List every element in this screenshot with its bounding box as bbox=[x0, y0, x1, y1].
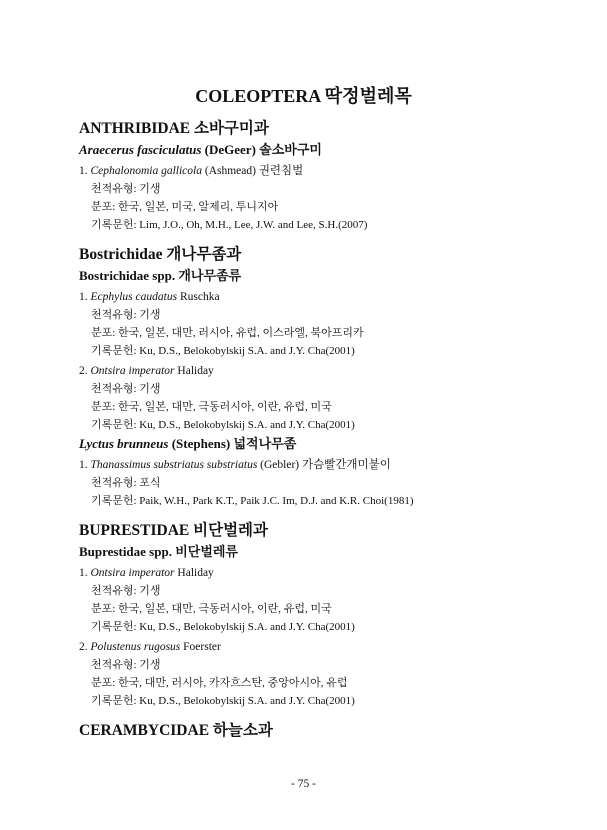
entry-number: 1. bbox=[79, 291, 88, 303]
entry-scientific-name: Ontsira imperator bbox=[90, 365, 175, 377]
entry-head bbox=[79, 288, 569, 306]
reference: 기록문헌: Ku, D.S., Belokobylskij S.A. and J.Y. Cha(2001) bbox=[91, 345, 355, 357]
page-number: - 75 - bbox=[291, 778, 316, 790]
species-heading bbox=[79, 266, 569, 286]
entry-scientific-name: Ecphylus caudatus bbox=[90, 291, 178, 303]
species-scientific-name: Araecerus fasciculatus bbox=[79, 142, 202, 157]
content bbox=[79, 118, 569, 742]
distribution: 분포: 한국, 일본, 대만, 극동러시아, 이란, 유럽, 미국 bbox=[91, 401, 332, 413]
species-heading bbox=[79, 434, 569, 454]
family-heading: BUPRESTIDAE 비단벌레과 bbox=[79, 522, 268, 539]
entry-rest: Haliday bbox=[174, 567, 214, 579]
enemy-type: 천적유형: 기생 bbox=[91, 585, 161, 597]
species-rest: (DeGeer) 솔소바구미 bbox=[201, 142, 322, 157]
entry-rest: Haliday bbox=[174, 365, 214, 377]
entry-number: 1. bbox=[79, 459, 88, 471]
entry-head bbox=[79, 564, 569, 582]
enemy-type: 천적유형: 기생 bbox=[91, 383, 161, 395]
enemy-type: 천적유형: 기생 bbox=[91, 183, 161, 195]
species-scientific-name: Lyctus brunneus bbox=[79, 436, 169, 451]
species-heading bbox=[79, 140, 569, 160]
entry-rest: Ruschka bbox=[177, 291, 220, 303]
entry-rest: Foerster bbox=[180, 641, 221, 653]
entry-scientific-name: Polustenus rugosus bbox=[90, 641, 181, 653]
reference: 기록문헌: Ku, D.S., Belokobylskij S.A. and J.Y. Cha(2001) bbox=[91, 621, 355, 633]
species-rest: Bostrichidae spp. 개나무좀류 bbox=[79, 268, 242, 283]
enemy-type: 천적유형: 기생 bbox=[91, 309, 161, 321]
enemy-type: 천적유형: 기생 bbox=[91, 659, 161, 671]
distribution: 분포: 한국, 일본, 미국, 알제리, 투니지아 bbox=[91, 201, 279, 213]
entry-rest: (Ashmead) 권련침벌 bbox=[201, 165, 304, 177]
family-heading: ANTHRIBIDAE 소바구미과 bbox=[79, 120, 269, 137]
entry-number: 1. bbox=[79, 165, 88, 177]
reference: 기록문헌: Lim, J.O., Oh, M.H., Lee, J.W. and Lee, S.H.(2007) bbox=[91, 219, 368, 231]
entry-number: 2. bbox=[79, 641, 88, 653]
entry-number: 1. bbox=[79, 567, 88, 579]
entry-head bbox=[79, 162, 569, 180]
reference: 기록문헌: Paik, W.H., Park K.T., Paik J.C. Im, D.J. and K.R. Choi(1981) bbox=[91, 495, 414, 507]
entry-head bbox=[79, 638, 569, 656]
entry-head bbox=[79, 456, 569, 474]
entry-head bbox=[79, 362, 569, 380]
enemy-type: 천적유형: 포식 bbox=[91, 477, 161, 489]
entry-number: 2. bbox=[79, 365, 88, 377]
species-heading bbox=[79, 542, 569, 562]
order-title: COLEOPTERA 딱정벌레목 bbox=[195, 86, 412, 106]
family-heading: CERAMBYCIDAE 하늘소과 bbox=[79, 722, 273, 739]
reference: 기록문헌: Ku, D.S., Belokobylskij S.A. and J.Y. Cha(2001) bbox=[91, 695, 355, 707]
distribution: 분포: 한국, 대만, 러시아, 카자흐스탄, 중앙아시아, 유럽 bbox=[91, 677, 348, 689]
reference: 기록문헌: Ku, D.S., Belokobylskij S.A. and J.Y. Cha(2001) bbox=[91, 419, 355, 431]
entry-scientific-name: Thanassimus substriatus substriatus bbox=[90, 459, 258, 471]
distribution: 분포: 한국, 일본, 대만, 극동러시아, 이란, 유럽, 미국 bbox=[91, 603, 332, 615]
entry-rest: (Gebler) 가슴빨간개미붙이 bbox=[257, 459, 391, 471]
family-heading: Bostrichidae 개나무좀과 bbox=[79, 246, 242, 263]
species-rest: (Stephens) 넓적나무좀 bbox=[168, 436, 297, 451]
distribution: 분포: 한국, 일본, 대만, 러시아, 유럽, 이스라엘, 북아프리카 bbox=[91, 327, 364, 339]
species-rest: Buprestidae spp. 비단벌레류 bbox=[79, 544, 238, 559]
entry-scientific-name: Cephalonomia gallicola bbox=[90, 165, 202, 177]
entry-scientific-name: Ontsira imperator bbox=[90, 567, 175, 579]
